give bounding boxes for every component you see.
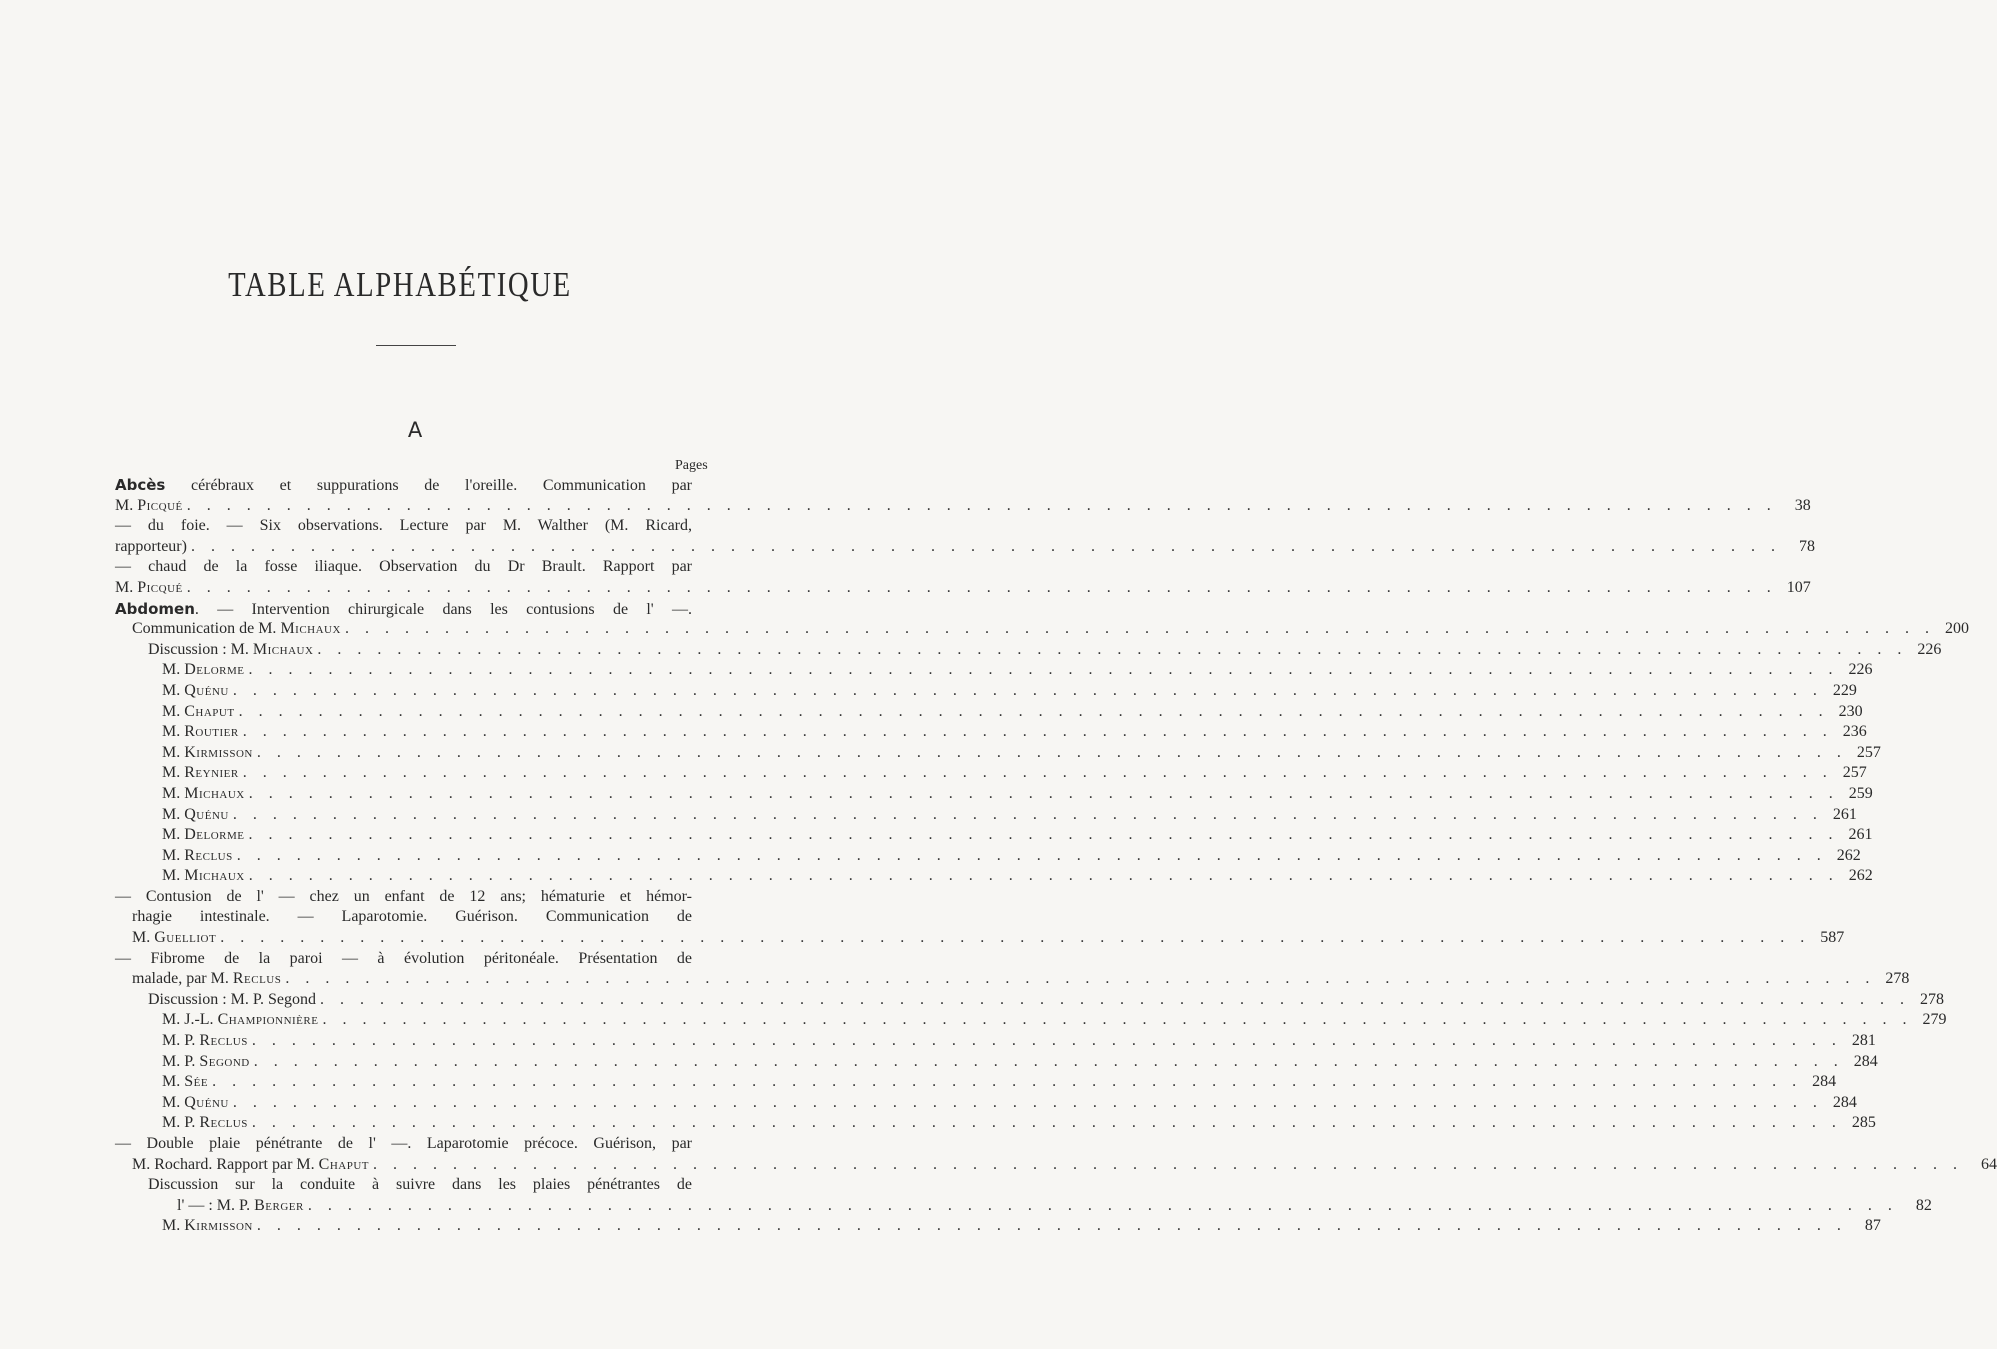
entry-author-name: Reclus: [232, 970, 282, 988]
page-number: 257: [1842, 764, 1867, 782]
entry-text: [148, 1175, 692, 1196]
entry-body: — du foie. — Six observations. Lecture par M. Walther (M. Ricard,: [115, 517, 692, 535]
page-number: 284: [1832, 1093, 1857, 1111]
entry-body: M.: [162, 661, 185, 679]
page-number: 278: [1885, 970, 1910, 988]
entry-author-name: Quénu: [184, 805, 229, 823]
index-entry: [115, 887, 722, 908]
entry-body: . — Intervention chirurgicale dans les contusions de l' —.: [194, 600, 692, 618]
entry-author-name: Quénu: [184, 681, 229, 699]
page-number: 259: [1848, 784, 1873, 802]
entry-body: malade, par M.: [132, 970, 233, 988]
index-entry: [115, 805, 1857, 826]
page-number: 281: [1851, 1032, 1876, 1050]
entry-text: [162, 825, 245, 846]
dot-leader: . . . . . . . . . . . . . . . . . . . . . . . . . . . . . . . . . . . . . . . . . . . . . . . . . . . . . . . . . . . . . . . . . . . . . . . . . . . . . . . .: [248, 867, 1839, 885]
entry-headword: Abdomen: [115, 599, 195, 618]
entry-text: [162, 846, 233, 867]
entry-text: [115, 1134, 692, 1155]
index-entry: [115, 928, 1845, 949]
index-entry: [115, 599, 722, 620]
entry-text: [115, 516, 692, 537]
index-entry: [115, 1216, 1881, 1237]
index-entry: [115, 1175, 722, 1196]
dot-leader: . . . . . . . . . . . . . . . . . . . . . . . . . . . . . . . . . . . . . . . . . . . . . . . . . . . . . . . . . . . . . . . . . . . . . . . . . . . . . . . .: [251, 1114, 1842, 1132]
entry-text: [162, 722, 239, 743]
title-rule: [376, 345, 456, 346]
entry-body: M. P.: [162, 1114, 200, 1132]
page-number: 262: [1836, 846, 1861, 864]
entry-body: — Fibrome de la paroi — à évolution péritonéale. Présentation de: [115, 949, 692, 967]
entry-text: [162, 866, 245, 887]
pages-column-label: Pages: [675, 458, 708, 473]
entry-text: [115, 599, 692, 621]
entry-body: Discussion sur la conduite à suivre dans les plaies pénétrantes de: [148, 1176, 692, 1194]
index-entry: [115, 496, 1811, 517]
index-entry: [115, 1113, 1876, 1134]
entry-text: [148, 640, 313, 661]
entry-body: M.: [162, 867, 185, 885]
index-entry: [115, 763, 1867, 784]
entry-text: [115, 475, 692, 497]
dot-leader: . . . . . . . . . . . . . . . . . . . . . . . . . . . . . . . . . . . . . . . . . . . . . . . . . . . . . . . . . . . . . . . . . . . . . . . . . . . . . . . .: [236, 846, 1827, 864]
entry-text: [132, 969, 281, 990]
entry-author-name: Routier: [184, 723, 239, 741]
page-number: 107: [1786, 578, 1811, 596]
entry-body: — Double plaie pénétrante de l' —. Laparotomie précoce. Guérison, par: [115, 1135, 692, 1152]
index-entry: [115, 475, 722, 496]
entry-body: M.: [115, 496, 138, 514]
entry-text: [115, 578, 183, 599]
dot-leader: . . . . . . . . . . . . . . . . . . . . . . . . . . . . . . . . . . . . . . . . . . . . . . . . . . . . . . . . . . . . . . . . . . . . . . . . . . . . . . . .: [320, 990, 1911, 1008]
dot-leader: . . . . . . . . . . . . . . . . . . . . . . . . . . . . . . . . . . . . . . . . . . . . . . . . . . . . . . . . . . . . . . . . . . . . . . . . . . . . . . . .: [186, 578, 1777, 596]
entry-text: [162, 1093, 229, 1114]
index-entry: [115, 660, 1873, 681]
index-entry: [115, 990, 1945, 1011]
page-number: 261: [1848, 826, 1873, 844]
page-number: 230: [1838, 702, 1863, 720]
index-entry: [115, 825, 1873, 846]
entry-author-name: Segond: [199, 1052, 250, 1070]
entry-body: M.: [162, 1073, 185, 1091]
entry-text: [162, 1113, 248, 1134]
page-number: 257: [1856, 743, 1881, 761]
entry-text: [115, 496, 183, 517]
dot-leader: . . . . . . . . . . . . . . . . . . . . . . . . . . . . . . . . . . . . . . . . . . . . . . . . . . . . . . . . . . . . . . . . . . . . . . . . . . . . . . . .: [242, 723, 1833, 741]
entry-body: rhagie intestinale. — Laparotomie. Guérison. Communication de: [132, 908, 692, 926]
page-number: 82: [1915, 1196, 1932, 1214]
entry-headword: Abcès: [115, 476, 166, 494]
entry-author-name: Michaux: [184, 784, 245, 802]
entry-text: [132, 928, 216, 949]
dot-leader: . . . . . . . . . . . . . . . . . . . . . . . . . . . . . . . . . . . . . . . . . . . . . . . . . . . . . . . . . . . . . . . . . . . . . . . . . . . . . . . .: [190, 537, 1781, 555]
entry-body: — Contusion de l' — chez un enfant de 12 ans; hématurie et hémor-: [115, 887, 692, 905]
entry-text: [162, 1010, 318, 1031]
entry-author-name: Reynier: [184, 764, 239, 782]
dot-leader: . . . . . . . . . . . . . . . . . . . . . . . . . . . . . . . . . . . . . . . . . . . . . . . . . . . . . . . . . . . . . . . . . . . . . . . . . . . . . . . .: [253, 1052, 1844, 1070]
entry-text: [177, 1196, 304, 1217]
entry-text: [162, 1072, 208, 1093]
index-entry: [115, 1052, 1878, 1073]
index-entry: [115, 516, 722, 537]
index-entry: [115, 907, 722, 928]
index-entry: [115, 681, 1857, 702]
entry-body: Discussion : M. P. Segond: [148, 990, 317, 1008]
entry-text: [162, 660, 245, 681]
dot-leader: . . . . . . . . . . . . . . . . . . . . . . . . . . . . . . . . . . . . . . . . . . . . . . . . . . . . . . . . . . . . . . . . . . . . . . . . . . . . . . . .: [317, 640, 1908, 658]
page-title: TABLE ALPHABÉTIQUE: [228, 265, 572, 304]
page-number: 587: [1820, 929, 1845, 947]
entry-body: M. J.-L.: [162, 1011, 218, 1029]
entry-text: [115, 557, 692, 578]
entry-author-name: Michaux: [252, 640, 314, 658]
page-number: 229: [1832, 681, 1857, 699]
index-entry: [115, 1010, 1947, 1031]
entry-body: M.: [162, 1217, 185, 1235]
entry-author-name: Michaux: [184, 867, 245, 885]
entry-text: [162, 1052, 250, 1073]
entry-author-name: Kirmisson: [184, 743, 253, 761]
entry-author-name: Delorme: [184, 661, 245, 679]
entry-text: [162, 702, 235, 723]
dot-leader: . . . . . . . . . . . . . . . . . . . . . . . . . . . . . . . . . . . . . . . . . . . . . . . . . . . . . . . . . . . . . . . . . . . . . . . . . . . . . . . .: [322, 1011, 1913, 1029]
entry-body: M.: [162, 805, 185, 823]
page-number: 226: [1848, 661, 1873, 679]
entry-author-name: Quénu: [184, 1093, 229, 1111]
entry-author-name: Reclus: [199, 1032, 248, 1050]
entry-body: M. P.: [162, 1052, 200, 1070]
dot-leader: . . . . . . . . . . . . . . . . . . . . . . . . . . . . . . . . . . . . . . . . . . . . . . . . . . . . . . . . . . . . . . . . . . . . . . . . . . . . . . . .: [232, 805, 1823, 823]
entry-body: M.: [162, 743, 185, 761]
page-number: 262: [1848, 867, 1873, 885]
entry-body: M. P.: [162, 1032, 200, 1050]
index-entry: [115, 640, 1942, 661]
page-number: 200: [1944, 620, 1969, 638]
index-entry: [115, 557, 722, 578]
page-number: 38: [1794, 496, 1811, 514]
entry-text: [162, 805, 229, 826]
index-entry: [115, 702, 1863, 723]
entry-body: cérébraux et suppurations de l'oreille. Communication par: [165, 477, 692, 494]
section-letter: A: [407, 418, 423, 442]
entry-author-name: Kirmisson: [184, 1217, 253, 1235]
page-number: 261: [1832, 805, 1857, 823]
entry-text: [148, 990, 316, 1011]
page-number: 284: [1812, 1073, 1837, 1091]
page-number: 78: [1798, 537, 1815, 555]
entry-body: M.: [115, 578, 138, 596]
entry-author-name: Chaput: [318, 1155, 369, 1173]
entry-text: [132, 1155, 369, 1176]
entry-text: [162, 1031, 248, 1052]
page-number: 236: [1842, 723, 1867, 741]
dot-leader: . . . . . . . . . . . . . . . . . . . . . . . . . . . . . . . . . . . . . . . . . . . . . . . . . . . . . . . . . . . . . . . . . . . . . . . . . . . . . . . .: [232, 1093, 1823, 1111]
entry-author-name: Michaux: [280, 620, 341, 638]
entry-body: M.: [162, 681, 185, 699]
index-entry: [115, 784, 1873, 805]
dot-leader: . . . . . . . . . . . . . . . . . . . . . . . . . . . . . . . . . . . . . . . . . . . . . . . . . . . . . . . . . . . . . . . . . . . . . . . . . . . . . . . .: [242, 764, 1833, 782]
dot-leader: . . . . . . . . . . . . . . . . . . . . . . . . . . . . . . . . . . . . . . . . . . . . . . . . . . . . . . . . . . . . . . . . . . . . . . . . . . . . . . . .: [212, 1073, 1803, 1091]
entry-body: l' — : M. P.: [177, 1196, 255, 1214]
entry-body: M.: [162, 1093, 185, 1111]
entry-text: [162, 784, 245, 805]
dot-leader: . . . . . . . . . . . . . . . . . . . . . . . . . . . . . . . . . . . . . . . . . . . . . . . . . . . . . . . . . . . . . . . . . . . . . . . . . . . . . . . .: [256, 743, 1847, 761]
index-entry: [115, 578, 1811, 599]
dot-leader: . . . . . . . . . . . . . . . . . . . . . . . . . . . . . . . . . . . . . . . . . . . . . . . . . . . . . . . . . . . . . . . . . . . . . . . . . . . . . . . .: [251, 1032, 1842, 1050]
dot-leader: . . . . . . . . . . . . . . . . . . . . . . . . . . . . . . . . . . . . . . . . . . . . . . . . . . . . . . . . . . . . . . . . . . . . . . . . . . . . . . . .: [220, 929, 1811, 947]
entry-body: M. Rochard. Rapport par M.: [132, 1155, 319, 1173]
index-entry: [115, 619, 1969, 640]
index-entry: [115, 949, 722, 970]
entry-author-name: Picqué: [137, 496, 183, 514]
entry-body: M.: [162, 826, 185, 844]
page-number: 226: [1917, 640, 1942, 658]
index-entry: [115, 1093, 1857, 1114]
page-number: 279: [1922, 1011, 1947, 1029]
dot-leader: . . . . . . . . . . . . . . . . . . . . . . . . . . . . . . . . . . . . . . . . . . . . . . . . . . . . . . . . . . . . . . . . . . . . . . . . . . . . . . . .: [232, 681, 1823, 699]
entry-body: M.: [162, 764, 185, 782]
entry-text: [115, 537, 187, 558]
dot-leader: . . . . . . . . . . . . . . . . . . . . . . . . . . . . . . . . . . . . . . . . . . . . . . . . . . . . . . . . . . . . . . . . . . . . . . . . . . . . . . . .: [256, 1217, 1847, 1235]
entry-author-name: Delorme: [184, 826, 245, 844]
entry-body: M.: [132, 929, 155, 947]
entry-text: [162, 763, 239, 784]
entry-text: [162, 1216, 253, 1237]
dot-leader: . . . . . . . . . . . . . . . . . . . . . . . . . . . . . . . . . . . . . . . . . . . . . . . . . . . . . . . . . . . . . . . . . . . . . . . . . . . . . . . .: [307, 1196, 1898, 1214]
index-entry: [115, 866, 1873, 887]
entry-author-name: Chaput: [184, 702, 235, 720]
page-number: 87: [1864, 1217, 1881, 1235]
entry-author-name: Sée: [184, 1073, 209, 1091]
entry-author-name: Picqué: [137, 578, 183, 596]
page-number: 284: [1853, 1052, 1878, 1070]
index-entry: [115, 1072, 1837, 1093]
dot-leader: . . . . . . . . . . . . . . . . . . . . . . . . . . . . . . . . . . . . . . . . . . . . . . . . . . . . . . . . . . . . . . . . . . . . . . . . . . . . . . . .: [186, 496, 1777, 514]
index-entry: [115, 846, 1861, 867]
dot-leader: . . . . . . . . . . . . . . . . . . . . . . . . . . . . . . . . . . . . . . . . . . . . . . . . . . . . . . . . . . . . . . . . . . . . . . . . . . . . . . . .: [238, 702, 1829, 720]
index-entry: [115, 537, 1815, 558]
entry-text: [115, 949, 692, 970]
entry-body: M.: [162, 784, 185, 802]
entry-text: [162, 681, 229, 702]
entry-body: M.: [162, 846, 185, 864]
entry-body: — chaud de la fosse iliaque. Observation du Dr Brault. Rapport par: [115, 558, 692, 576]
dot-leader: . . . . . . . . . . . . . . . . . . . . . . . . . . . . . . . . . . . . . . . . . . . . . . . . . . . . . . . . . . . . . . . . . . . . . . . . . . . . . . . .: [248, 826, 1839, 844]
entry-body: M.: [162, 723, 185, 741]
index-entry: [115, 743, 1881, 764]
index-entry: [115, 1134, 722, 1155]
index-list: [115, 475, 1997, 1237]
entry-author-name: Championnière: [217, 1011, 319, 1029]
dot-leader: . . . . . . . . . . . . . . . . . . . . . . . . . . . . . . . . . . . . . . . . . . . . . . . . . . . . . . . . . . . . . . . . . . . . . . . . . . . . . . . .: [248, 661, 1839, 679]
index-entry: [115, 1155, 1997, 1176]
index-entry: [115, 1196, 1932, 1217]
page-number: 278: [1920, 990, 1945, 1008]
entry-body: M.: [162, 702, 185, 720]
entry-text: [162, 743, 253, 764]
entry-text: [115, 887, 692, 908]
page-number: 64: [1980, 1155, 1997, 1173]
entry-body: Discussion : M.: [148, 640, 253, 658]
entry-author-name: Reclus: [199, 1114, 248, 1132]
entry-text: [132, 907, 692, 928]
dot-leader: . . . . . . . . . . . . . . . . . . . . . . . . . . . . . . . . . . . . . . . . . . . . . . . . . . . . . . . . . . . . . . . . . . . . . . . . . . . . . . . .: [285, 970, 1876, 988]
dot-leader: . . . . . . . . . . . . . . . . . . . . . . . . . . . . . . . . . . . . . . . . . . . . . . . . . . . . . . . . . . . . . . . . . . . . . . . . . . . . . . . .: [372, 1155, 1963, 1173]
dot-leader: . . . . . . . . . . . . . . . . . . . . . . . . . . . . . . . . . . . . . . . . . . . . . . . . . . . . . . . . . . . . . . . . . . . . . . . . . . . . . . . .: [248, 784, 1839, 802]
index-entry: [115, 969, 1910, 990]
entry-body: Communication de M.: [132, 620, 281, 638]
entry-author-name: Guelliot: [154, 929, 217, 947]
entry-text: [132, 619, 341, 640]
index-entry: [115, 722, 1867, 743]
entry-author-name: Reclus: [184, 846, 233, 864]
entry-author-name: Berger: [254, 1196, 304, 1214]
entry-body: rapporteur): [115, 537, 187, 555]
dot-leader: . . . . . . . . . . . . . . . . . . . . . . . . . . . . . . . . . . . . . . . . . . . . . . . . . . . . . . . . . . . . . . . . . . . . . . . . . . . . . . . .: [344, 620, 1935, 638]
index-entry: [115, 1031, 1876, 1052]
page-number: 285: [1851, 1114, 1876, 1132]
